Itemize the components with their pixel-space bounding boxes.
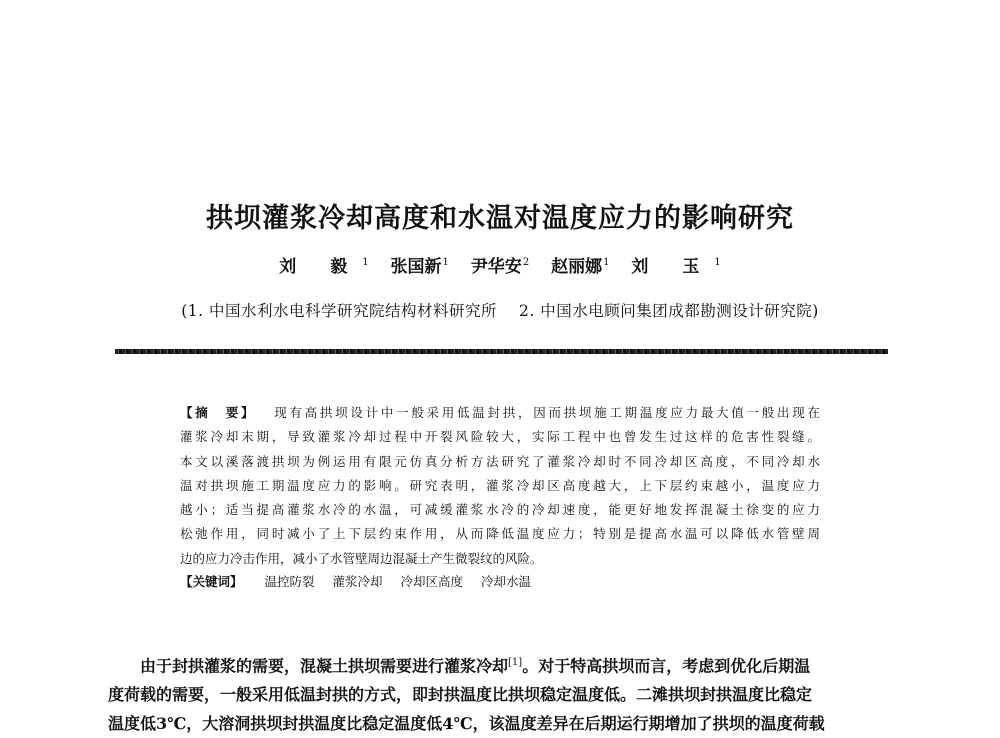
author-name: 刘 玉 [631,257,714,277]
affiliation-2: 2. 中国水电顾问集团成都勘测设计研究院) [519,302,819,320]
page-title: 拱坝灌浆冷却高度和水温对温度应力的影响研究 [206,203,794,234]
keywords-tag: 【关键词】 [180,574,243,589]
author-affiliation-mark: 1 [714,257,721,269]
abstract-line [180,401,820,425]
keyword: 灌浆冷却 [332,574,383,589]
author-affiliation-mark: 1 [442,257,449,269]
body-text-segment: 。对于特高拱坝而言，考虑到优化后期温 [522,656,811,676]
header-divider [115,349,888,354]
keyword: 温控防裂 [264,574,315,589]
author-name: 张国新 [390,257,442,277]
affiliation-1: (1. 中国水利水电科学研究院结构材料研究所 [181,302,497,320]
affiliations [0,299,1000,321]
abstract-line: 越小；适当提高灌浆水冷的水温，可减缓灌浆水冷的冷却速度，能更好地发挥混凝土徐变的应力 [180,502,820,518]
author-name: 赵丽娜 [551,257,603,277]
abstract-line: 温对拱坝施工期温度应力的影响。研究表明，灌浆冷却区高度越大，上下层约束越小，温度应力 [180,477,820,493]
abstract-line: 边的应力冷击作用，减小了水管壁周边混凝土产生微裂纹的风险。 [180,550,543,566]
author-5 [631,257,720,277]
body-text [108,648,888,734]
abstract-line: 本文以溪落渡拱坝为例运用有限元仿真分析方法研究了灌浆冷却时不同冷却区高度，不同冷却水 [180,453,820,469]
keyword: 冷却区高度 [400,574,464,589]
author-4 [551,257,609,277]
author-affiliation-mark: 1 [603,257,610,269]
keyword: 冷却水温 [481,574,532,589]
body-line [108,648,888,680]
author-affiliation-mark: 2 [522,257,530,269]
author-affiliation-mark: 1 [362,257,369,269]
abstract-tag: 【摘 要】 [180,405,257,420]
citation-ref[interactable]: [1] [508,657,523,668]
author-name: 刘 毅 [279,257,362,277]
keywords [180,572,545,590]
body-line: 温度低3℃，大溶洞拱坝封拱温度比稳定温度低4℃，该温度差异在后期运行期增加了拱坝的温度荷载 [108,714,825,734]
author-list [0,252,1000,277]
abstract-text: 现有高拱坝设计中一般采用低温封拱，因而拱坝施工期温度应力最大值一般出现在 [274,405,820,420]
author-name: 尹华安 [470,257,522,277]
author-2 [391,257,449,277]
author-3 [471,257,529,277]
abstract-line: 松弛作用，同时减小了上下层约束作用，从而降低温度应力；特别是提高水温可以降低水管壁周 [180,526,820,542]
author-1 [279,257,368,277]
body-line: 度荷载的需要，一般采用低温封拱的方式，即封拱温度比拱坝稳定温度低。二滩拱坝封拱温度比稳定 [108,685,813,705]
abstract-line: 灌浆冷却末期，导致灌浆冷却过程中开裂风险较大，实际工程中也曾发生过这样的危害性裂缝。 [180,429,820,445]
abstract [180,401,820,571]
body-text-segment: 由于封拱灌浆的需要，混凝土拱坝需要进行灌浆冷却 [140,656,509,676]
